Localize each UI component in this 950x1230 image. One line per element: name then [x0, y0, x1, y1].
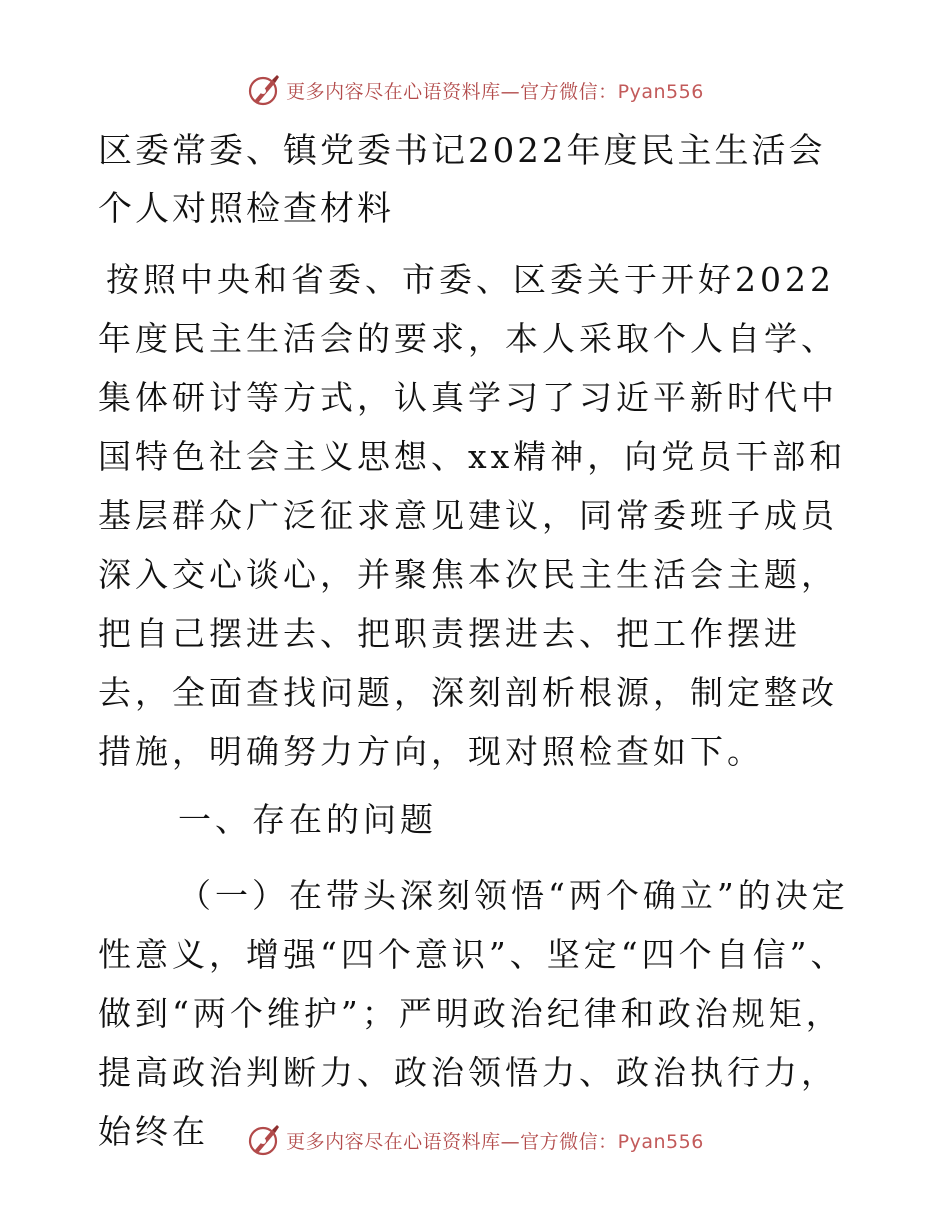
pen-logo-icon: [246, 1122, 282, 1158]
section-heading: 一、存在的问题: [178, 800, 437, 839]
section-paragraph: （一）在带头深刻领悟“两个确立”的决定性意义，增强“四个意识”、坚定“四个自信”、做到“两个维护”；严明政治纪律和政治规矩，提高政治判断力、政治领悟力、政治执行力，始终在: [98, 876, 849, 1151]
document-title: 区委常委、镇党委书记2022年度民主生活会个人对照检查材料: [98, 131, 826, 229]
pen-logo-icon: [246, 72, 282, 108]
watermark-text: 更多内容尽在心语资料库—官方微信：Pyan556: [286, 80, 704, 103]
intro-paragraph: 按照中央和省委、市委、区委关于开好2022年度民主生活会的要求，本人采取个人自学、集体研讨等方式，认真学习了习近平新时代中国特色社会主义思想、xx精神，向党员干部和基层群众广泛征求意见建议，同常委班子成员深入交心谈心，并聚焦本次民主生活会主题，把自己摆进去、把职责摆进去、把工作摆进去，全面查找问题，深刻剖析根源，制定整改措施，明确努力方向，现对照检查如下。: [98, 260, 847, 771]
watermark-text: 更多内容尽在心语资料库—官方微信：Pyan556: [286, 1130, 704, 1153]
watermark-header: [0, 70, 950, 110]
watermark-footer: [0, 1120, 950, 1160]
